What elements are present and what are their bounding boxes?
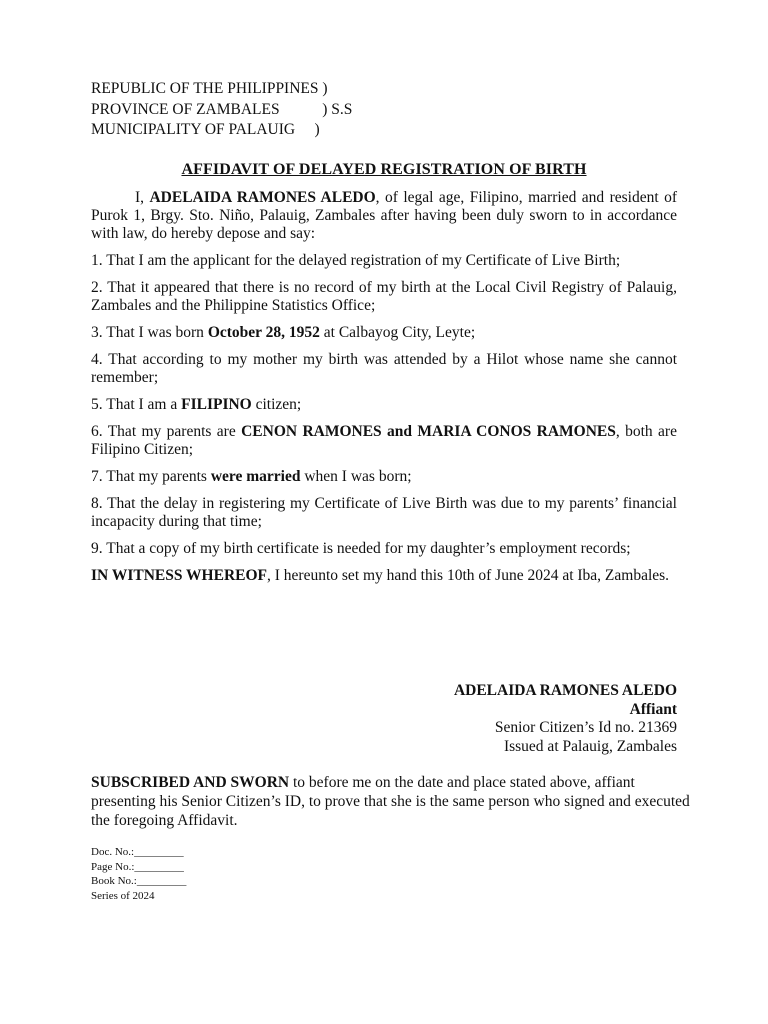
- item-7: [91, 468, 677, 486]
- jurat-paragraph: [91, 773, 691, 830]
- item-3-post: at Calbayog City, Leyte;: [319, 324, 476, 341]
- intro-post: , of legal age, Filipino, married and resident of Purok 1, Brgy. Sto. Niño, Palauig, Zambales after having been duly sworn to in accordance with law, do hereby depose and say:: [91, 189, 677, 242]
- item-6-pre: 6. That my parents are: [91, 423, 242, 440]
- item-7-post: when I was born;: [300, 468, 412, 485]
- item-5-post: citizen;: [251, 396, 302, 413]
- document-title: AFFIDAVIT OF DELAYED REGISTRATION OF BIRTH: [181, 161, 587, 178]
- intro-paragraph: [91, 189, 677, 243]
- intro-pre: I,: [135, 189, 150, 206]
- signatory-id: Senior Citizen’s Id no. 21369: [494, 719, 677, 736]
- venue-block: [91, 79, 352, 141]
- series-year: Series of 2024: [91, 889, 155, 902]
- witness-paragraph: [91, 567, 677, 585]
- doc-number: Doc. No.:_________: [91, 846, 184, 858]
- signature-block: [454, 682, 677, 756]
- witness-text: , I hereunto set my hand this 10th of June 2024 at Iba, Zambales.: [267, 567, 670, 584]
- item-3-pre: 3. That I was born: [91, 324, 208, 341]
- item-6: [91, 423, 677, 459]
- birth-date: October 28, 1952: [207, 324, 320, 341]
- affidavit-body: [91, 189, 677, 594]
- item-6-post: , both are Filipino Citizen;: [91, 423, 677, 458]
- item-1: 1. That I am the applicant for the delayed registration of my Certificate of Live Birth;: [91, 252, 621, 269]
- item-3: [91, 324, 677, 342]
- item-5: [91, 396, 677, 414]
- venue-municipality: MUNICIPALITY OF PALAUIG ): [91, 121, 320, 138]
- venue-republic: REPUBLIC OF THE PHILIPPINES ): [91, 80, 328, 97]
- jurat-heading: SUBSCRIBED AND SWORN: [91, 774, 290, 791]
- parents-names: CENON RAMONES and MARIA CONOS RAMONES: [241, 423, 616, 440]
- signatory-role: Affiant: [629, 700, 677, 718]
- book-number: Book No.:_________: [91, 875, 187, 887]
- jurat-text: to before me on the date and place stated above, affiant presenting his Senior Citizen’s ID, to prove that she is the same person who signed and executed the foregoing Affidavit.: [91, 774, 690, 829]
- item-5-pre: 5. That I am a: [91, 396, 182, 413]
- signatory-issued: Issued at Palauig, Zambales: [503, 737, 677, 755]
- marital-status: were married: [210, 468, 301, 485]
- affiant-name: ADELAIDA RAMONES ALEDO: [149, 189, 376, 206]
- item-7-pre: 7. That my parents: [91, 468, 211, 485]
- item-9: 9. That a copy of my birth certificate is needed for my daughter’s employment records;: [91, 540, 631, 557]
- item-8: 8. That the delay in registering my Certificate of Live Birth was due to my parents’ financial incapacity during that time;: [91, 495, 677, 530]
- citizenship: FILIPINO: [181, 396, 252, 413]
- item-2: 2. That it appeared that there is no record of my birth at the Local Civil Registry of Palauig, Zambales and the Philippine Statistics Office;: [91, 279, 677, 314]
- notarial-register: [91, 845, 186, 903]
- venue-province: PROVINCE OF ZAMBALES ) S.S: [91, 100, 353, 118]
- signatory-name: ADELAIDA RAMONES ALEDO: [453, 682, 677, 699]
- page-number: Page No.:_________: [91, 860, 184, 873]
- witness-heading: IN WITNESS WHEREOF: [91, 567, 268, 584]
- item-4: 4. That according to my mother my birth was attended by a Hilot whose name she cannot remember;: [91, 351, 677, 386]
